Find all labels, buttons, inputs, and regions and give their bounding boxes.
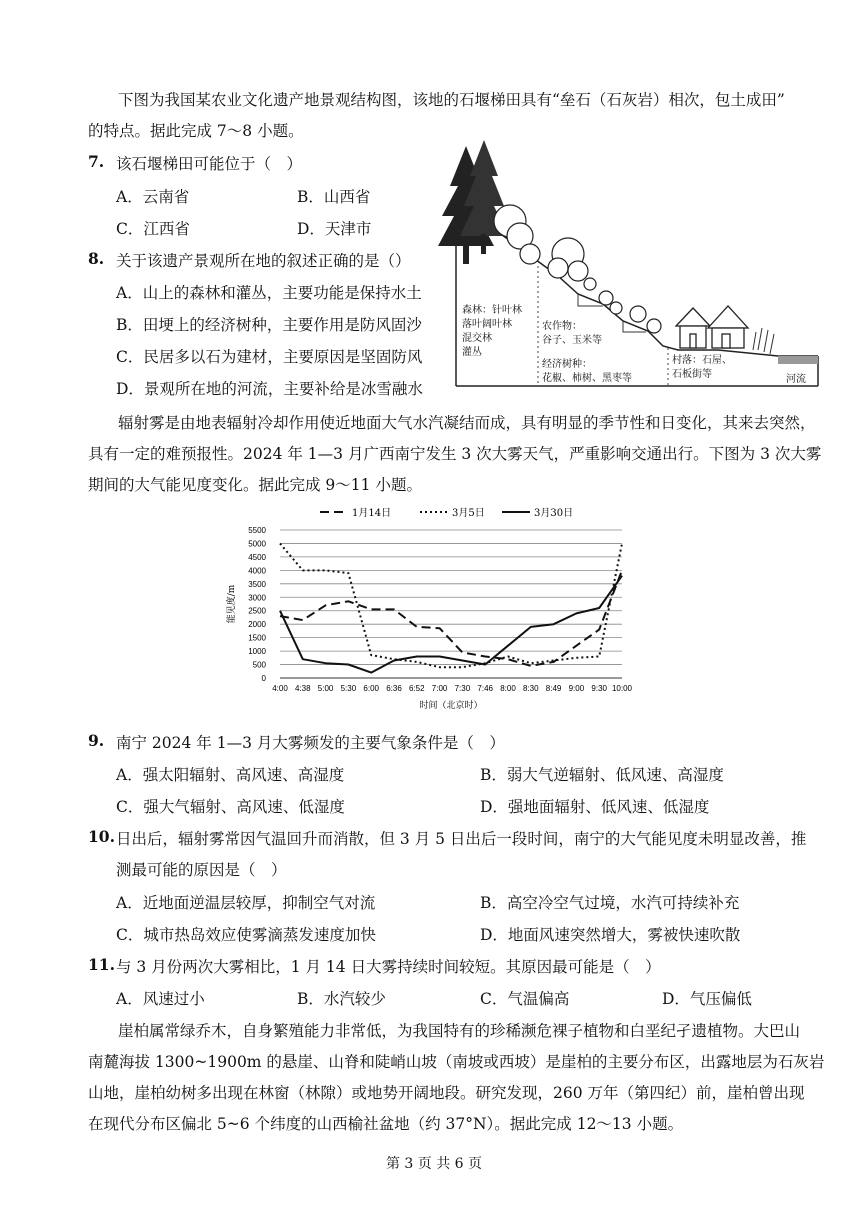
q10-line1: 日出后，辐射雾常因气温回升而消散，但 3 月 5 日出后一段时间，南宁的大气能见度未明显改善，推: [116, 830, 807, 848]
legend-label-1: 1月14日: [352, 508, 392, 519]
y-tick-label: 2500: [248, 606, 266, 616]
label-crops: 农作物： 谷子、玉米等: [542, 321, 602, 346]
intro1-line2: 的特点。据此完成 7～8 小题。: [88, 122, 304, 140]
x-tick-label: 8:30: [523, 684, 539, 693]
q8-option-c[interactable]: C．民居多以石为建材，主要原因是坚固防风: [116, 348, 423, 366]
q7-option-c[interactable]: C．江西省: [116, 220, 190, 238]
q9-option-c[interactable]: C．强大气辐射、高风速、低湿度: [116, 798, 345, 816]
x-tick-label: 6:00: [363, 684, 379, 693]
q10-number: 10.: [88, 827, 115, 846]
page-footer: 第 3 页 共 6 页: [385, 1156, 483, 1172]
q9-option-a[interactable]: A．强太阳辐射、高风速、高湿度: [116, 766, 345, 784]
intro2-line3: 期间的大气能见度变化。据此完成 9～11 小题。: [88, 476, 422, 494]
label-village: 村落：石屋、 石板街等: [672, 355, 732, 380]
intro3-line4: 在现代分布区偏北 5~6 个纬度的山西榆社盆地（约 37°N）。据此完成 12～13 小题。: [88, 1115, 684, 1133]
x-tick-label: 8:00: [500, 684, 516, 693]
x-tick-label: 5:00: [317, 684, 334, 693]
intro2-line2: 具有一定的难预报性。2024 年 1—3 月广西南宁发生 3 次大雾天气，严重影响交通出行。下图为 3 次大雾: [88, 445, 822, 463]
y-tick-label: 500: [252, 660, 266, 670]
q8-option-d[interactable]: D．景观所在地的河流，主要补给是冰雪融水: [116, 380, 423, 398]
q8-option-a[interactable]: A．山上的森林和灌丛，主要功能是保持水土: [116, 284, 422, 302]
x-tick-label: 8:49: [545, 684, 562, 693]
q11-option-d[interactable]: D．气压偏低: [662, 990, 752, 1008]
q7-number: 7.: [88, 152, 105, 171]
x-tick-label: 10:00: [611, 684, 632, 693]
x-tick-label: 9:00: [568, 684, 585, 693]
intro3-line3: 山地，崖柏幼树多出现在林窗（林隙）或地势开阔地段。研究发现，260 万年（第四纪）前，崖柏曾出现: [88, 1084, 805, 1102]
intro3-line1: 崖柏属常绿乔木，自身繁殖能力非常低，为我国特有的珍稀濒危裸子植物和白垩纪孑遗植物。大巴山: [118, 1022, 801, 1040]
label-river: 河流: [786, 374, 806, 385]
y-tick-label: 4000: [248, 566, 266, 576]
q9-number: 9.: [88, 731, 105, 750]
q9-option-b[interactable]: B．弱大气逆辐射、低风速、高湿度: [480, 766, 724, 784]
house-icon: [676, 306, 748, 348]
y-tick-label: 5500: [248, 526, 266, 535]
q8-number: 8.: [88, 249, 105, 268]
q11-option-c[interactable]: C．气温偏高: [480, 990, 570, 1008]
q9-option-d[interactable]: D．强地面辐射、低风速、低湿度: [480, 798, 710, 816]
y-tick-label: 3000: [248, 593, 266, 603]
q10-option-d[interactable]: D．地面风速突然增大，雾被快速吹散: [480, 926, 741, 944]
q10-option-c[interactable]: C．城市热岛效应使雾滴蒸发速度加快: [116, 926, 376, 944]
y-tick-label: 5000: [248, 539, 266, 549]
visibility-chart-svg: [212, 498, 632, 720]
river-mark: [778, 356, 818, 364]
q11-option-a[interactable]: A．风速过小: [116, 990, 205, 1008]
y-axis-label: 能见度/m: [227, 584, 237, 624]
y-tick-label: 2000: [248, 620, 266, 630]
y-tick-label: 4500: [248, 552, 266, 562]
legend-label-2: 3月5日: [452, 508, 485, 519]
legend-label-3: 3月30日: [534, 508, 574, 519]
y-tick-label: 1500: [248, 633, 266, 643]
reed-icon: [753, 328, 774, 354]
x-tick-label: 6:36: [386, 684, 402, 693]
x-tick-label: 4:38: [295, 684, 311, 693]
q7-text: 该石堰梯田可能位于（ ）: [116, 155, 303, 173]
conifer-tree-icon: [438, 140, 508, 264]
series-line-1: [280, 570, 622, 666]
intro2-line1: 辐射雾是由地表辐射冷却作用使近地面大气水汽凝结而成，具有明显的季节性和日变化，其来去突然，: [118, 414, 816, 432]
q7-option-d[interactable]: D．天津市: [297, 220, 372, 238]
q10-option-b[interactable]: B．高空冷空气过境，水汽可持续补充: [480, 894, 740, 912]
q11-option-b[interactable]: B．水汽较少: [297, 990, 386, 1008]
q8-option-b[interactable]: B．田埂上的经济树种，主要作用是防风固沙: [116, 316, 422, 334]
series-line-2: [280, 544, 622, 668]
landscape-figure: [418, 136, 826, 392]
x-tick-label: 5:30: [340, 684, 357, 693]
x-tick-label: 6:52: [409, 684, 425, 693]
x-tick-label: 9:30: [591, 684, 607, 693]
q10-option-a[interactable]: A．近地面逆温层较厚，抑制空气对流: [116, 894, 376, 912]
q8-text: 关于该遗产景观所在地的叙述正确的是（）: [116, 252, 411, 270]
y-tick-label: 0: [261, 674, 266, 683]
q7-option-a[interactable]: A．云南省: [116, 188, 190, 206]
q10-line2: 测最可能的原因是（ ）: [116, 861, 287, 879]
visibility-chart: [212, 498, 632, 720]
label-forest: 森林：针叶林 落叶阔叶林 混交林 灌丛: [462, 305, 522, 358]
q9-text: 南宁 2024 年 1—3 月大雾频发的主要气象条件是（ ）: [116, 734, 505, 752]
x-tick-label: 7:00: [431, 684, 448, 693]
q7-option-b[interactable]: B．山西省: [297, 188, 371, 206]
q11-text: 与 3 月份两次大雾相比，1 月 14 日大雾持续时间较短。其原因最可能是（ ）: [116, 958, 661, 976]
q11-number: 11.: [88, 955, 115, 974]
y-tick-label: 3500: [248, 579, 266, 589]
y-tick-label: 1000: [248, 647, 266, 657]
x-axis-label: 时间（北京时）: [419, 701, 483, 711]
x-tick-label: 7:30: [454, 684, 471, 693]
intro3-line2: 南麓海拔 1300~1900m 的悬崖、山脊和陡峭山坡（南坡或西坡）是崖柏的主要分布区，出露地层为石灰岩: [88, 1053, 825, 1071]
x-tick-label: 7:46: [477, 684, 493, 693]
label-trees: 经济树种： 花椒、柿树、黑枣等: [542, 359, 632, 384]
intro1-line1: 下图为我国某农业文化遗产地景观结构图，该地的石堰梯田具有“垒石（石灰岩）相次，包土成田”: [118, 91, 785, 109]
x-tick-label: 4:00: [272, 684, 288, 693]
